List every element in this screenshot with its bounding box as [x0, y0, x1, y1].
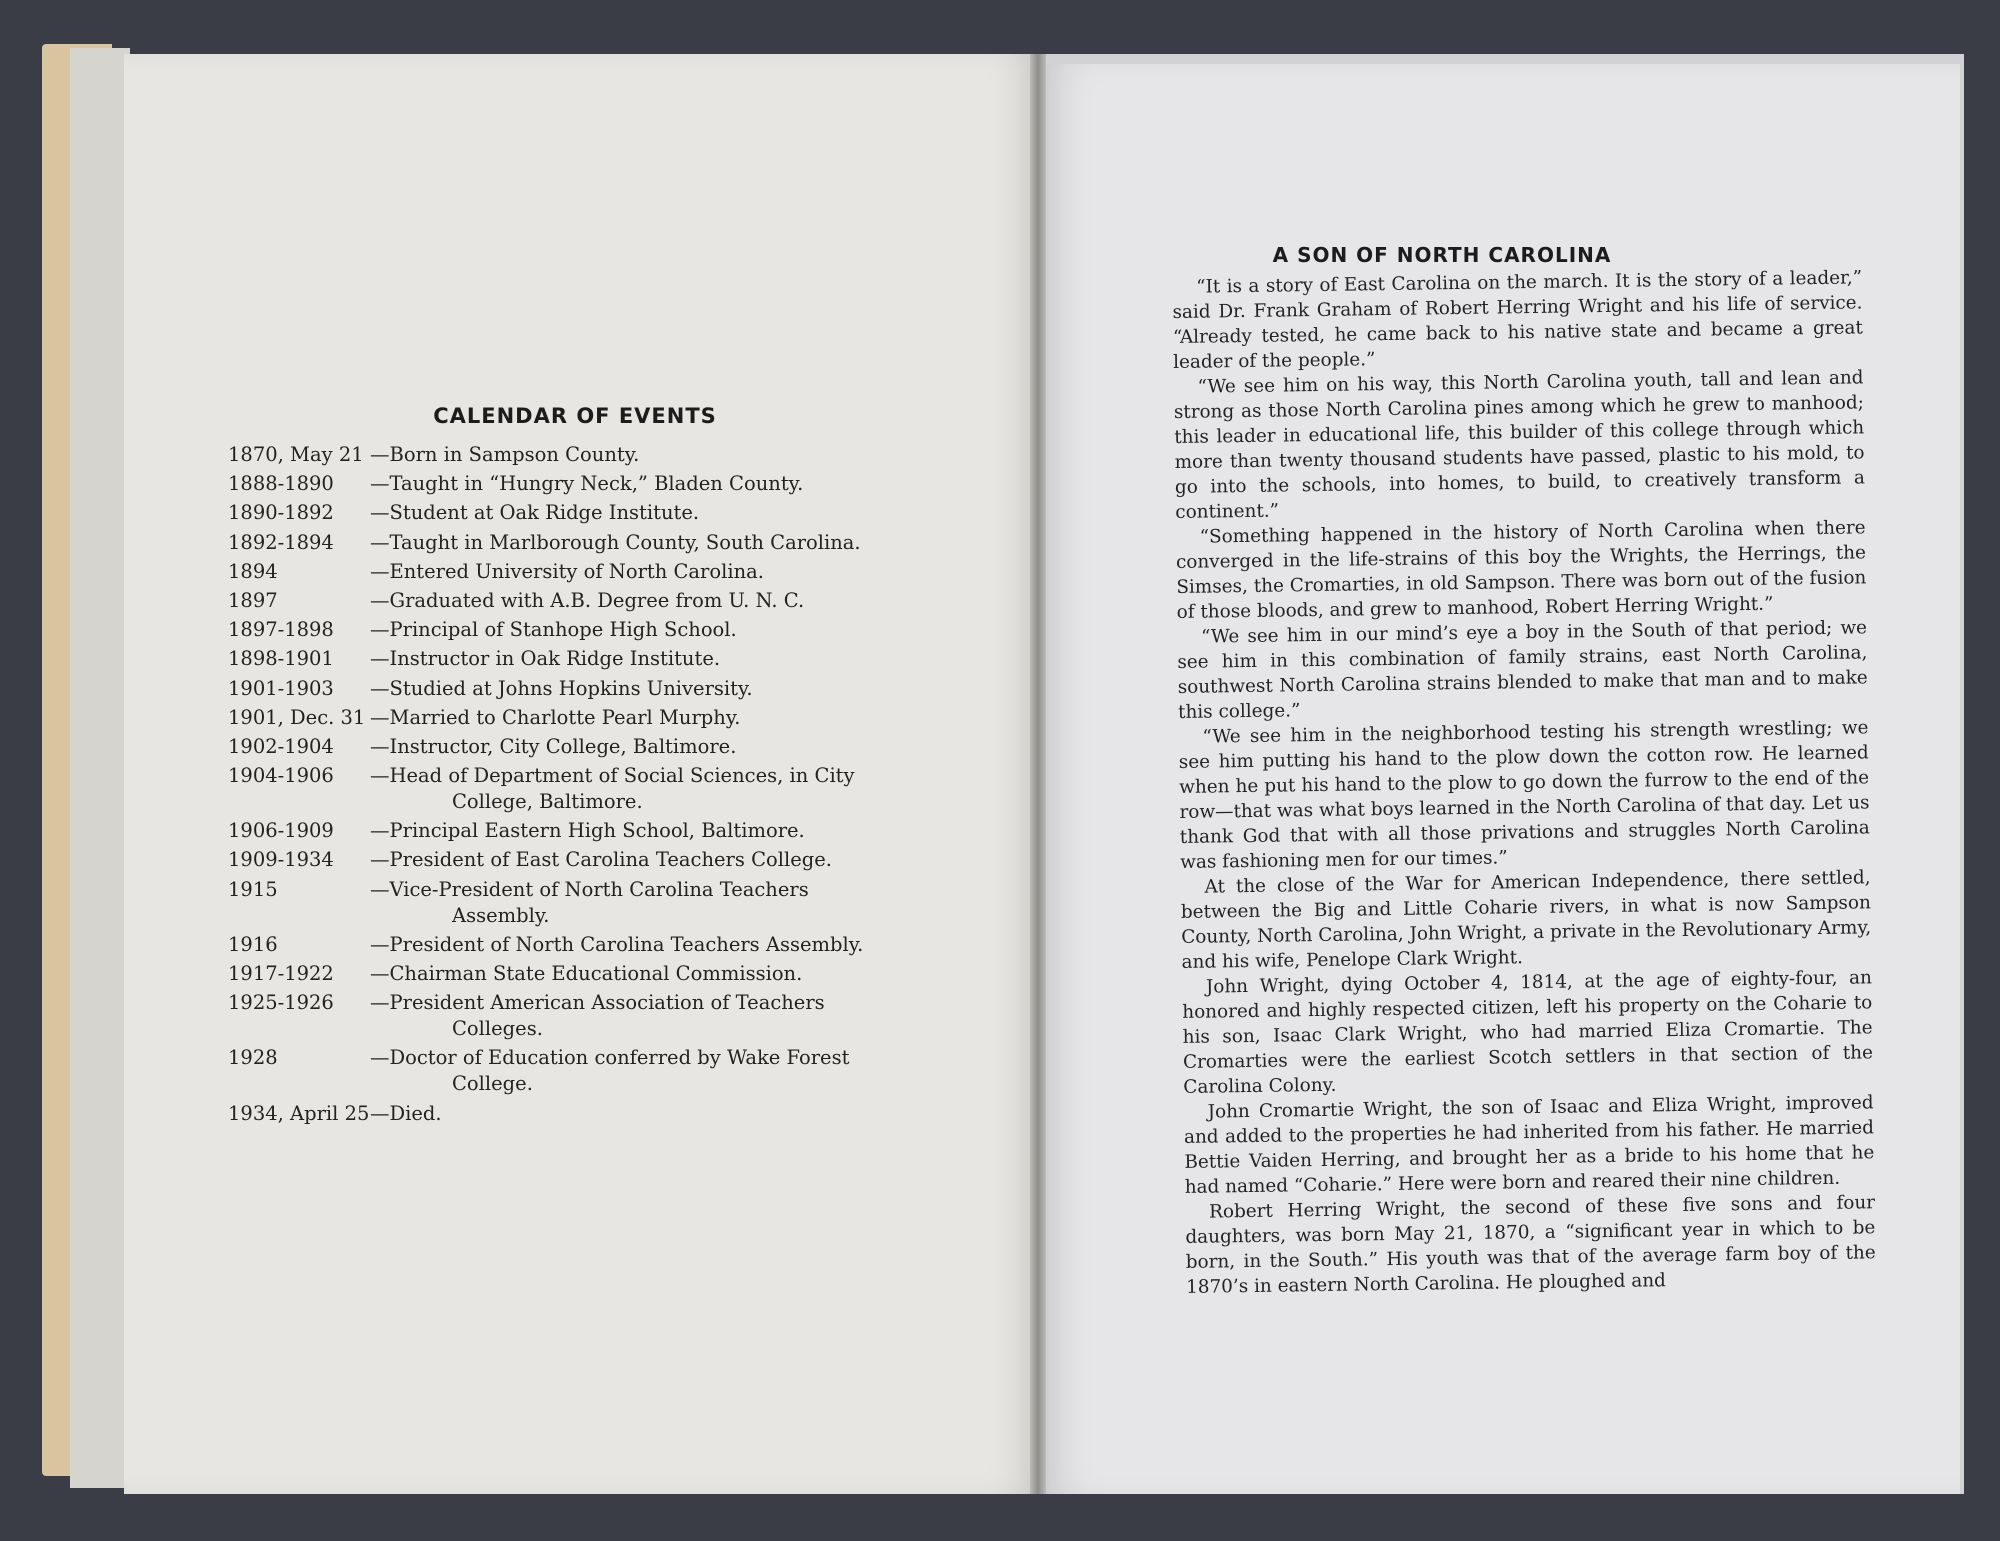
calendar-event-text — [370, 676, 938, 702]
calendar-event-date: 1916 — [228, 932, 278, 956]
calendar-event-date: 1901, Dec. 31 — [228, 705, 366, 729]
calendar-event-row — [228, 676, 938, 702]
calendar-event-row — [228, 442, 938, 468]
calendar-event-text-continuation: Colleges. — [452, 1017, 543, 1041]
calendar-event-text — [370, 847, 938, 873]
article-paragraph: John Cromartie Wright, the son of Isaac and Eliza Wright, improved and added to the properties he had inherited from his father. He married Bettie Vaiden Herring, and brought her as a bride to his home that he had named “Coharie.” Here were born and reared their nine children. — [1183, 1092, 1875, 1198]
calendar-event-text-line: —Married to Charlotte Pearl Murphy. — [370, 705, 741, 729]
calendar-event-row — [228, 705, 938, 731]
calendar-event-date: 1897 — [228, 588, 278, 612]
calendar-event-row — [228, 500, 938, 526]
calendar-event-text-continuation: College. — [452, 1072, 533, 1096]
calendar-event-text-continuation: Assembly. — [452, 903, 550, 927]
calendar-event-text-line: —Head of Department of Social Sciences, in City — [370, 764, 855, 788]
calendar-event-date: 1917-1922 — [228, 962, 334, 985]
calendar-event-date: 1934, April 25 — [228, 1101, 370, 1125]
calendar-event-date: 1915 — [228, 877, 278, 901]
calendar-event-text — [370, 932, 938, 958]
article-paragraph: John Wright, dying October 4, 1814, at the age of eighty-four, an honored and highly respected citizen, left his property on the Coharie to his son, Isaac Clark Wright, who had married Eliza Cromartie. The Cromarties were the earliest Scotch settlers in that section of the Carolina Colony. — [1182, 967, 1874, 1098]
calendar-event-text-line: —Instructor, City College, Baltimore. — [370, 734, 737, 758]
calendar-event-row — [228, 617, 938, 643]
calendar-event-row — [228, 588, 938, 614]
calendar-event-text-line: —President American Association of Teachers — [370, 991, 825, 1015]
calendar-event-date: 1901-1903 — [228, 676, 334, 700]
calendar-event-text-line: —Taught in Marlborough County, South Carolina. — [370, 530, 861, 554]
calendar-event-date: 1928 — [228, 1046, 278, 1070]
calendar-event-row — [228, 1045, 938, 1097]
calendar-event-row — [228, 559, 938, 585]
calendar-event-text — [370, 500, 938, 526]
calendar-event-date: 1906-1909 — [228, 819, 334, 843]
calendar-event-text-line: —Born in Sampson County. — [370, 443, 640, 466]
calendar-event-row — [228, 877, 938, 929]
calendar-event-text — [370, 588, 938, 614]
calendar-event-date: 1904-1906 — [228, 764, 334, 788]
article-paragraph: “We see him on his way, this North Carolina youth, tall and lean and strong as those North Carolina pines among which he grew to manhood; this leader in educational life, this builder of this college through which more than twenty thousand students have passed, plastic to his mold, to go into the schools, into homes, to build, to creatively transform a continent.” — [1173, 367, 1866, 523]
calendar-event-text-line: —Principal Eastern High School, Baltimore. — [370, 819, 805, 843]
article-paragraph: “We see him in the neighborhood testing his strength wrestling; we see him putting his hand to the plow down the cotton row. He learned when he put his hand to the plow to go down the furrow to the end of the row—that was what boys learned in the North Carolina of that day. Let us thank God that with all those privations and struggles North Carolina was fashioning men for our times.” — [1178, 717, 1870, 873]
article-paragraph: “We see him in our mind’s eye a boy in the South of that period; we see him in this combination of family strains, east North Carolina, southwest North Carolina strains blended to make that man and to make this college.” — [1177, 617, 1868, 723]
calendar-event-date: 1898-1901 — [228, 647, 334, 671]
calendar-event-date: 1909-1934 — [228, 848, 334, 872]
calendar-event-text — [370, 818, 938, 844]
calendar-event-row — [228, 932, 938, 958]
calendar-title: CALENDAR OF EVENTS — [433, 404, 717, 428]
calendar-event-text-line: —President of North Carolina Teachers Assembly. — [370, 932, 864, 956]
calendar-event-text-line: —Vice-President of North Carolina Teachers — [370, 877, 809, 901]
calendar-event-text-line: —Doctor of Education conferred by Wake Forest — [370, 1046, 850, 1070]
calendar-event-text-line: —Taught in “Hungry Neck,” Bladen County. — [370, 472, 804, 496]
calendar-event-text-line: —Entered University of North Carolina. — [370, 559, 764, 583]
calendar-event-date: 1894 — [228, 559, 278, 583]
calendar-event-row — [228, 734, 938, 760]
article-paragraph: “It is a story of East Carolina on the march. It is the story of a leader,” said Dr. Frank Graham of Robert Herring Wright and his life of service. “Already tested, he came back to his native state and became a great leader of the people.” — [1172, 267, 1863, 373]
calendar-event-text — [370, 705, 938, 731]
calendar-event-row — [228, 1101, 938, 1127]
calendar-event-date: 1888-1890 — [228, 472, 334, 496]
calendar-event-text-line: —President of East Carolina Teachers College. — [370, 848, 832, 872]
calendar-event-text — [370, 442, 938, 468]
page-stack-left — [70, 48, 130, 1488]
calendar-event-row — [228, 646, 938, 672]
calendar-event-row — [228, 530, 938, 556]
calendar-event-date: 1897-1898 — [228, 618, 334, 642]
calendar-event-text — [370, 734, 938, 760]
calendar-event-date: 1902-1904 — [228, 734, 334, 758]
calendar-event-row — [228, 961, 938, 987]
calendar-event-text-line: —Died. — [370, 1101, 442, 1125]
calendar-list — [228, 442, 938, 1130]
book-gutter — [1030, 54, 1046, 1494]
calendar-event-text-line: —Instructor in Oak Ridge Institute. — [370, 647, 721, 671]
calendar-event-text-line: —Principal of Stanhope High School. — [370, 618, 737, 642]
calendar-event-text-line: —Studied at Johns Hopkins University. — [370, 676, 753, 700]
calendar-event-row — [228, 818, 938, 844]
calendar-event-text-line: —Chairman State Educational Commission. — [370, 962, 803, 985]
calendar-event-text — [370, 530, 938, 556]
calendar-event-text — [370, 961, 938, 987]
article-title: A SON OF NORTH CAROLINA — [1272, 243, 1612, 267]
calendar-event-date: 1890-1892 — [228, 501, 334, 525]
calendar-event-text — [370, 471, 938, 497]
calendar-event-date: 1892-1894 — [228, 530, 334, 554]
calendar-event-text — [370, 877, 938, 929]
calendar-event-text-line: —Student at Oak Ridge Institute. — [370, 501, 700, 525]
calendar-event-text — [370, 1045, 938, 1097]
article-paragraph: At the close of the War for American Independence, there settled, between the Big and Little Coharie rivers, in what is now Sampson County, North Carolina, John Wright, a private in the Revolutionary Army, and his wife, Penelope Clark Wright. — [1180, 867, 1872, 973]
calendar-event-text — [370, 617, 938, 643]
calendar-event-text — [370, 1101, 938, 1127]
calendar-event-text — [370, 763, 938, 815]
article-paragraph: “Something happened in the history of North Carolina when there converged in the life-strains of this boy the Wrights, the Herrings, the Simses, the Cromarties, in old Sampson. There was born out of the fusion of those bloods, and grew to manhood, Robert Herring Wright.” — [1175, 517, 1867, 623]
calendar-event-row — [228, 847, 938, 873]
calendar-event-row — [228, 990, 938, 1042]
calendar-event-row — [228, 763, 938, 815]
calendar-event-text-line: —Graduated with A.B. Degree from U. N. C. — [370, 588, 805, 612]
calendar-event-row — [228, 471, 938, 497]
article-body — [1172, 265, 1876, 1300]
calendar-event-text — [370, 646, 938, 672]
calendar-event-text — [370, 559, 938, 585]
article-paragraph: Robert Herring Wright, the second of these five sons and four daughters, was born May 21, 1870, a “significant year in which to be born, in the South.” His youth was that of the average farm boy of the 1870’s in eastern North Carolina. He ploughed and — [1185, 1192, 1876, 1298]
calendar-event-date: 1870, May 21 — [228, 443, 364, 466]
calendar-event-date: 1925-1926 — [228, 991, 334, 1015]
calendar-event-text-continuation: College, Baltimore. — [452, 790, 643, 814]
calendar-event-text — [370, 990, 938, 1042]
